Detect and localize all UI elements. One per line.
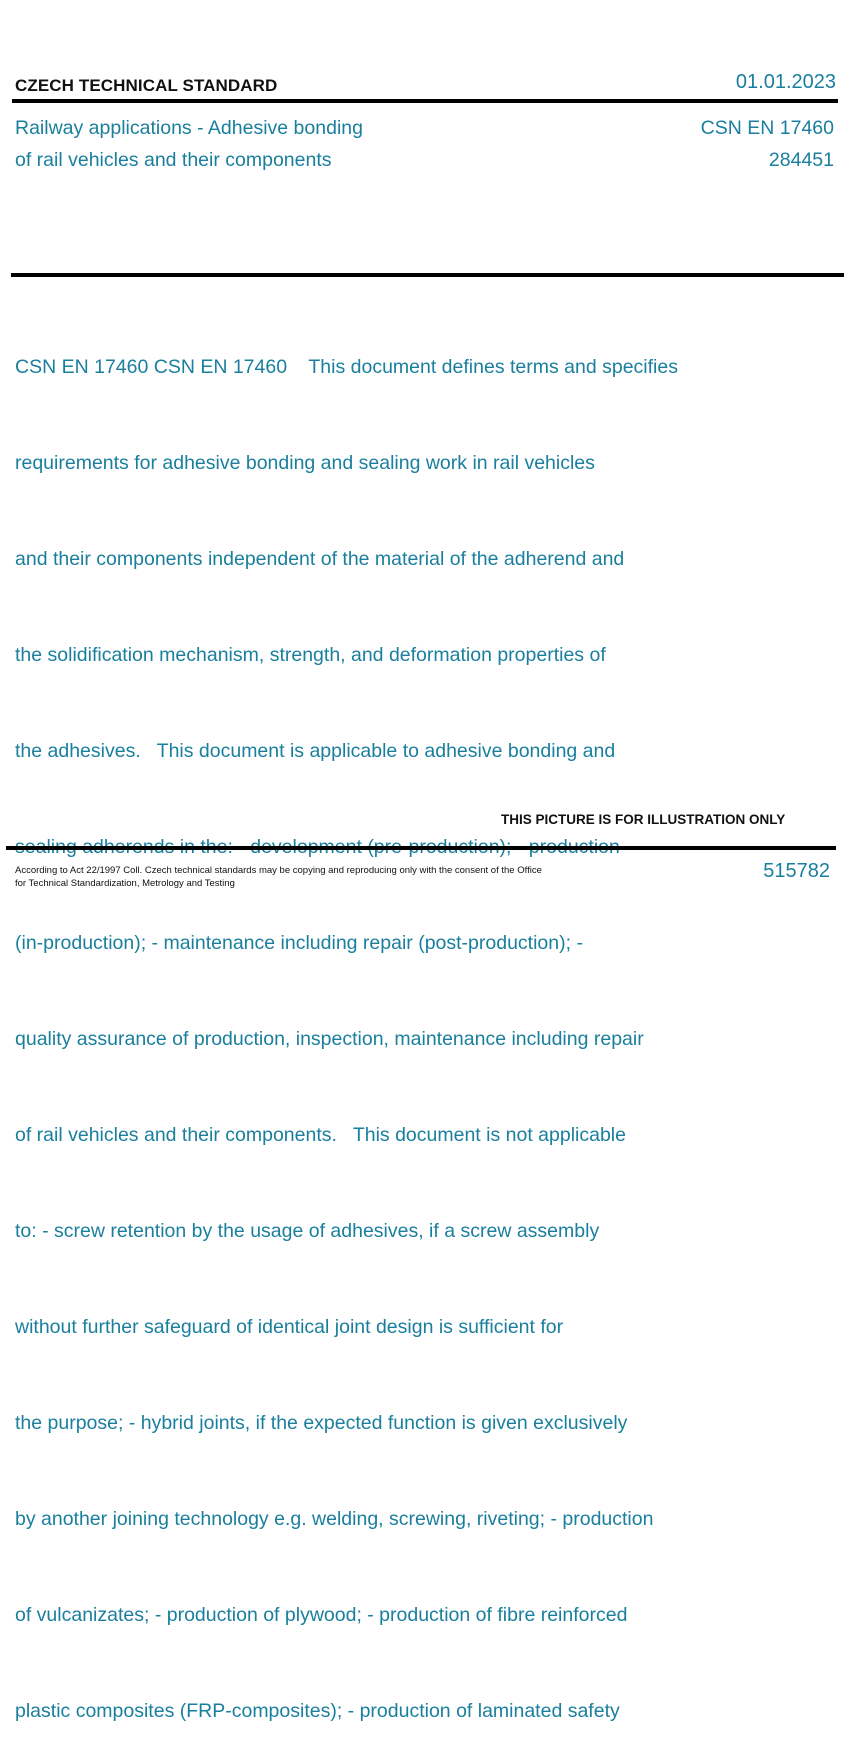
title-divider	[11, 273, 844, 277]
legal-notice-line-2: for Technical Standardization, Metrology and Testing	[15, 878, 235, 889]
header-divider	[12, 99, 838, 103]
standard-type-label: CZECH TECHNICAL STANDARD	[15, 76, 278, 95]
abstract-line: without further safeguard of identical joint design is sufficient for	[15, 1316, 564, 1338]
abstract-line: by another joining technology e.g. welding, screwing, riveting; - production	[15, 1508, 654, 1530]
abstract-line: the solidification mechanism, strength, and deformation properties of	[15, 644, 606, 666]
abstract-line: to: - screw retention by the usage of adhesives, if a screw assembly	[15, 1220, 600, 1242]
classification-number: 284451	[768, 149, 834, 171]
abstract-line: plastic composites (FRP-composites); - production of laminated safety	[15, 1700, 620, 1722]
abstract-text	[15, 287, 775, 1759]
footer-divider	[6, 846, 836, 850]
abstract-line: of vulcanizates; - production of plywood; - production of fibre reinforced	[15, 1604, 628, 1626]
illustration-notice: THIS PICTURE IS FOR ILLUSTRATION ONLY	[501, 812, 786, 827]
abstract-line: the adhesives. This document is applicable to adhesive bonding and	[15, 740, 616, 762]
abstract-line: of rail vehicles and their components. This document is not applicable	[15, 1124, 626, 1146]
publication-date: 01.01.2023	[735, 71, 836, 93]
document-title-line-1: Railway applications - Adhesive bonding	[15, 117, 363, 139]
standard-code: CSN EN 17460	[700, 117, 834, 139]
legal-notice-line-1: According to Act 22/1997 Coll. Czech technical standards may be copying and reproducing only with the consent of the Office	[15, 865, 542, 876]
document-number: 515782	[763, 860, 830, 882]
document-title-line-2: of rail vehicles and their components	[15, 149, 332, 171]
abstract-line: quality assurance of production, inspection, maintenance including repair	[15, 1028, 644, 1050]
legal-notice	[15, 864, 542, 890]
abstract-line: requirements for adhesive bonding and sealing work in rail vehicles	[15, 452, 595, 474]
abstract-line: CSN EN 17460 CSN EN 17460 This document defines terms and specifies	[15, 356, 678, 378]
abstract-line: (in-production); - maintenance including repair (post-production); -	[15, 932, 583, 954]
abstract-line: and their components independent of the material of the adherend and	[15, 548, 625, 570]
abstract-line: the purpose; - hybrid joints, if the expected function is given exclusively	[15, 1412, 628, 1434]
